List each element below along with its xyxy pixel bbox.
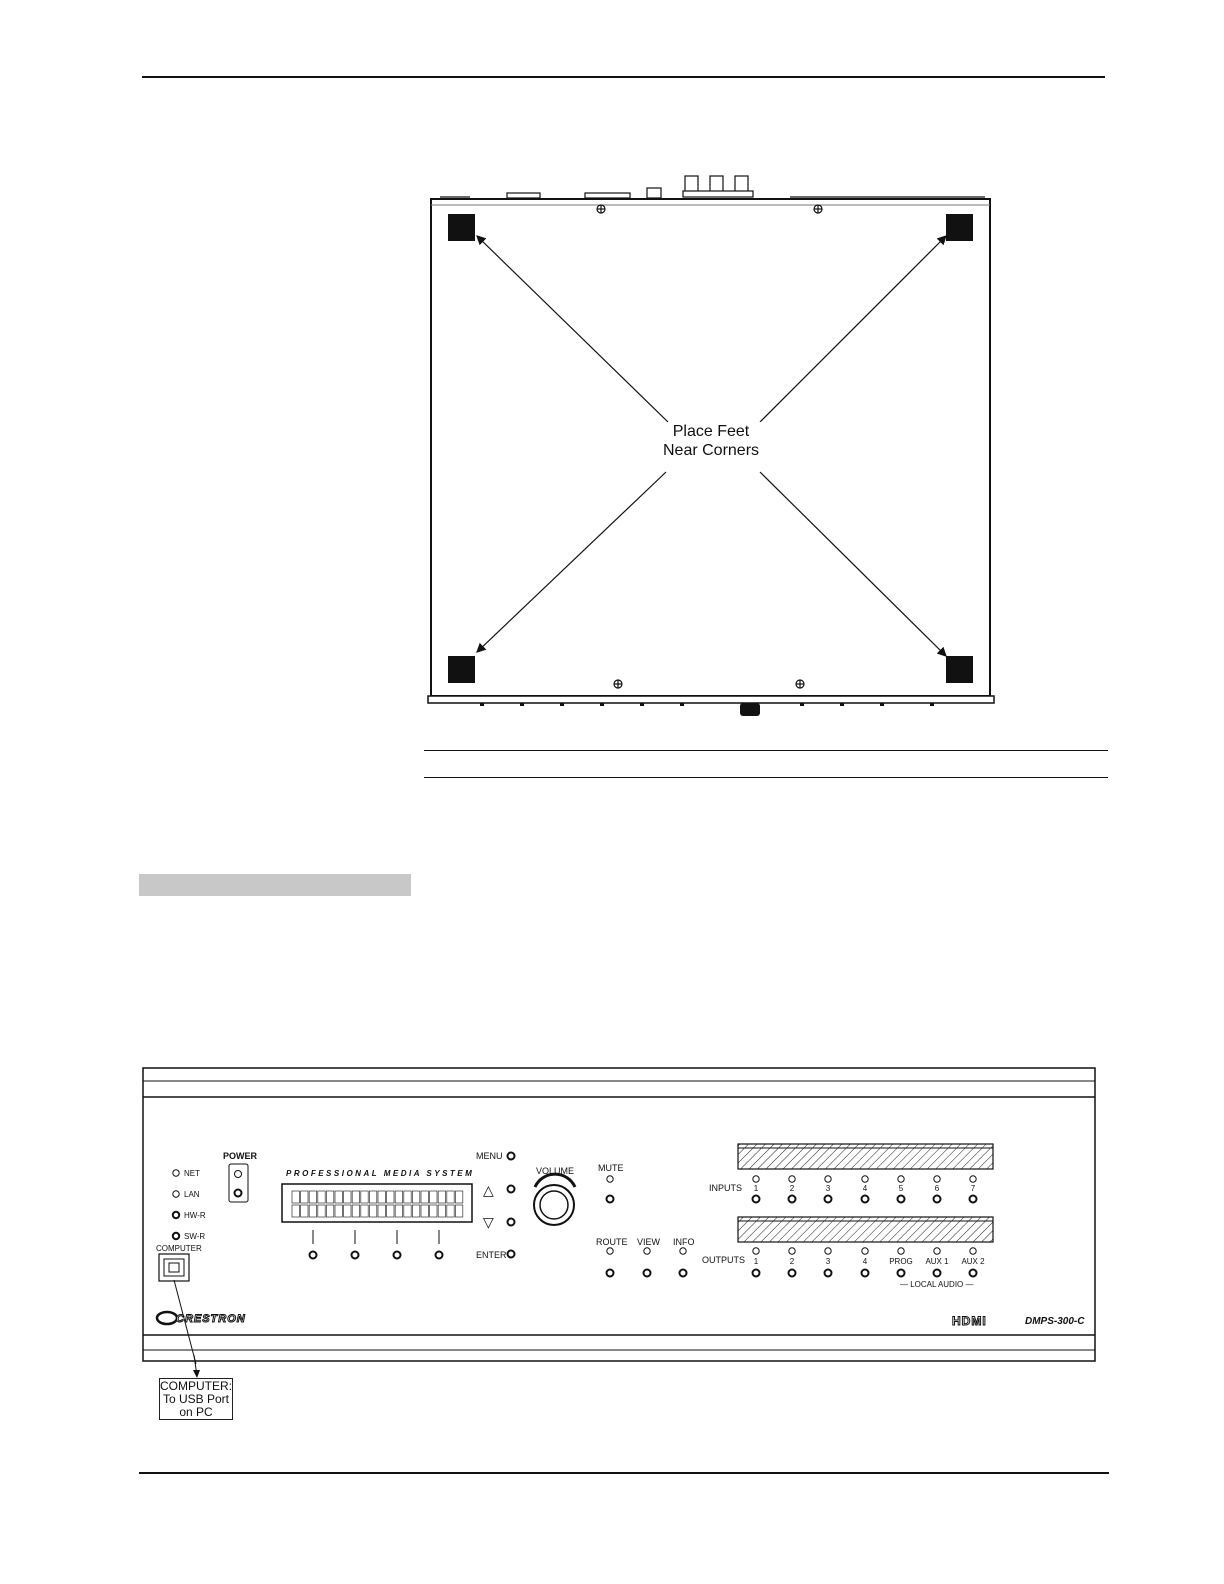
- input-button: [970, 1196, 977, 1203]
- callout-line-2: Near Corners: [662, 442, 760, 459]
- output-button: [753, 1270, 760, 1277]
- led-hwr-label: HW-R: [184, 1211, 206, 1220]
- model-name: DMPS-300-C: [1025, 1316, 1085, 1327]
- lcd-cell: [455, 1205, 462, 1217]
- outputs-label: OUTPUTS: [702, 1255, 746, 1265]
- output-led: [753, 1248, 759, 1254]
- foot-bottom-right: [946, 656, 973, 683]
- route-label: ROUTE: [596, 1237, 628, 1247]
- callout-line-1: Place Feet: [672, 423, 750, 440]
- input-led: [789, 1176, 795, 1182]
- lcd-cell: [404, 1191, 411, 1203]
- footer-rule: [139, 1472, 1109, 1474]
- input-led: [970, 1176, 976, 1182]
- lcd-cell: [344, 1191, 351, 1203]
- output-button: [789, 1270, 796, 1277]
- lcd-cell: [412, 1205, 419, 1217]
- port-callout-line-1: COMPUTER:: [160, 1379, 232, 1393]
- section-heading-bar: [139, 874, 411, 896]
- lcd-cell: [301, 1205, 308, 1217]
- output-button: [862, 1270, 869, 1277]
- crestron-logo: CRESTRON: [176, 1313, 246, 1325]
- input-number-label: 4: [862, 1184, 868, 1193]
- lcd-cell: [352, 1191, 359, 1203]
- output-led: [934, 1248, 940, 1254]
- lcd-cell: [326, 1205, 333, 1217]
- output-number-label: AUX 1: [925, 1257, 949, 1266]
- output-button: [934, 1270, 941, 1277]
- lcd-cell: [292, 1191, 299, 1203]
- output-number-label: 1: [753, 1257, 759, 1266]
- input-number-label: 5: [898, 1184, 904, 1193]
- lcd-cell: [395, 1191, 402, 1203]
- lcd-cell: [438, 1191, 445, 1203]
- up-arrow-icon: △: [483, 1182, 494, 1198]
- output-led: [789, 1248, 795, 1254]
- input-number-label: 6: [934, 1184, 940, 1193]
- input-led: [753, 1176, 759, 1182]
- mute-label: MUTE: [598, 1163, 624, 1173]
- lcd-cell: [292, 1205, 299, 1217]
- output-led: [970, 1248, 976, 1254]
- led-net-label: NET: [184, 1169, 200, 1178]
- input-number-label: 3: [825, 1184, 831, 1193]
- lcd-cell: [421, 1205, 428, 1217]
- output-led: [825, 1248, 831, 1254]
- input-button: [898, 1196, 905, 1203]
- lcd-cell: [309, 1191, 316, 1203]
- lcd-cell: [309, 1205, 316, 1217]
- enter-label: ENTER: [476, 1250, 507, 1260]
- input-button: [934, 1196, 941, 1203]
- lcd-cell: [404, 1205, 411, 1217]
- lcd-cell: [318, 1191, 325, 1203]
- lcd-cell: [412, 1191, 419, 1203]
- input-button: [862, 1196, 869, 1203]
- lcd-cell: [421, 1191, 428, 1203]
- output-led: [862, 1248, 868, 1254]
- menu-label: MENU: [476, 1151, 503, 1161]
- foot-top-right: [946, 214, 973, 241]
- output-button: [825, 1270, 832, 1277]
- lcd-cell: [361, 1191, 368, 1203]
- lcd-cell: [455, 1191, 462, 1203]
- lcd-cell: [447, 1191, 454, 1203]
- lcd-cell: [301, 1191, 308, 1203]
- output-button: [970, 1270, 977, 1277]
- computer-port-label: COMPUTER: [156, 1244, 202, 1253]
- lcd-cell: [378, 1191, 385, 1203]
- input-led: [898, 1176, 904, 1182]
- lcd-cell: [344, 1205, 351, 1217]
- input-led: [862, 1176, 868, 1182]
- lcd-cell: [335, 1205, 342, 1217]
- view-label: VIEW: [637, 1237, 661, 1247]
- rear-connectors: [440, 176, 985, 198]
- lcd-cell: [369, 1191, 376, 1203]
- input-number-label: 2: [789, 1184, 795, 1193]
- lcd-cell: [318, 1205, 325, 1217]
- lcd-cell: [387, 1191, 394, 1203]
- input-led: [825, 1176, 831, 1182]
- lcd-cell: [369, 1205, 376, 1217]
- lcd-cell: [378, 1205, 385, 1217]
- port-callout-line-2: To USB Port: [162, 1392, 230, 1406]
- down-arrow-icon: ▽: [483, 1214, 494, 1230]
- lcd-cell: [395, 1205, 402, 1217]
- output-number-label: AUX 2: [961, 1257, 985, 1266]
- lcd-cell: [387, 1205, 394, 1217]
- led-swr-label: SW-R: [184, 1232, 206, 1241]
- caption-rule-bottom: [424, 777, 1108, 778]
- input-led: [934, 1176, 940, 1182]
- output-led: [898, 1248, 904, 1254]
- lcd-cell: [447, 1205, 454, 1217]
- led-lan-label: LAN: [184, 1190, 200, 1199]
- lcd-cell: [326, 1191, 333, 1203]
- hdmi-logo: HDMI: [952, 1314, 987, 1328]
- feet-callout: [640, 422, 782, 460]
- input-button: [789, 1196, 796, 1203]
- power-label: POWER: [223, 1151, 258, 1161]
- front-edge-marks: [480, 703, 934, 716]
- local-audio-label: — LOCAL AUDIO —: [900, 1280, 974, 1289]
- front-panel-figure: [140, 1064, 1100, 1364]
- lcd-cell: [361, 1205, 368, 1217]
- lcd-cell: [430, 1205, 437, 1217]
- leader-arrow: [150, 1355, 240, 1380]
- lcd-cell: [438, 1205, 445, 1217]
- foot-top-left: [448, 214, 475, 241]
- output-number-label: 4: [862, 1257, 868, 1266]
- foot-bottom-left: [448, 656, 475, 683]
- lcd-cell: [352, 1205, 359, 1217]
- output-number-label: 3: [825, 1257, 831, 1266]
- lcd-cell: [335, 1191, 342, 1203]
- port-callout-line-3: on PC: [179, 1405, 213, 1419]
- output-button: [898, 1270, 905, 1277]
- output-number-label: 2: [789, 1257, 795, 1266]
- input-number-label: 1: [753, 1184, 759, 1193]
- volume-label: VOLUME: [536, 1166, 575, 1176]
- input-number-label: 7: [970, 1184, 976, 1193]
- input-button: [753, 1196, 760, 1203]
- lcd-cell: [430, 1191, 437, 1203]
- caption-rule-top: [424, 750, 1108, 751]
- input-button: [825, 1196, 832, 1203]
- output-number-label: PROG: [889, 1257, 913, 1266]
- info-label: INFO: [673, 1237, 695, 1247]
- header-rule: [142, 76, 1105, 78]
- computer-port-callout: [159, 1378, 233, 1420]
- inputs-label: INPUTS: [709, 1183, 743, 1193]
- brand-line: PROFESSIONAL MEDIA SYSTEM: [286, 1169, 475, 1178]
